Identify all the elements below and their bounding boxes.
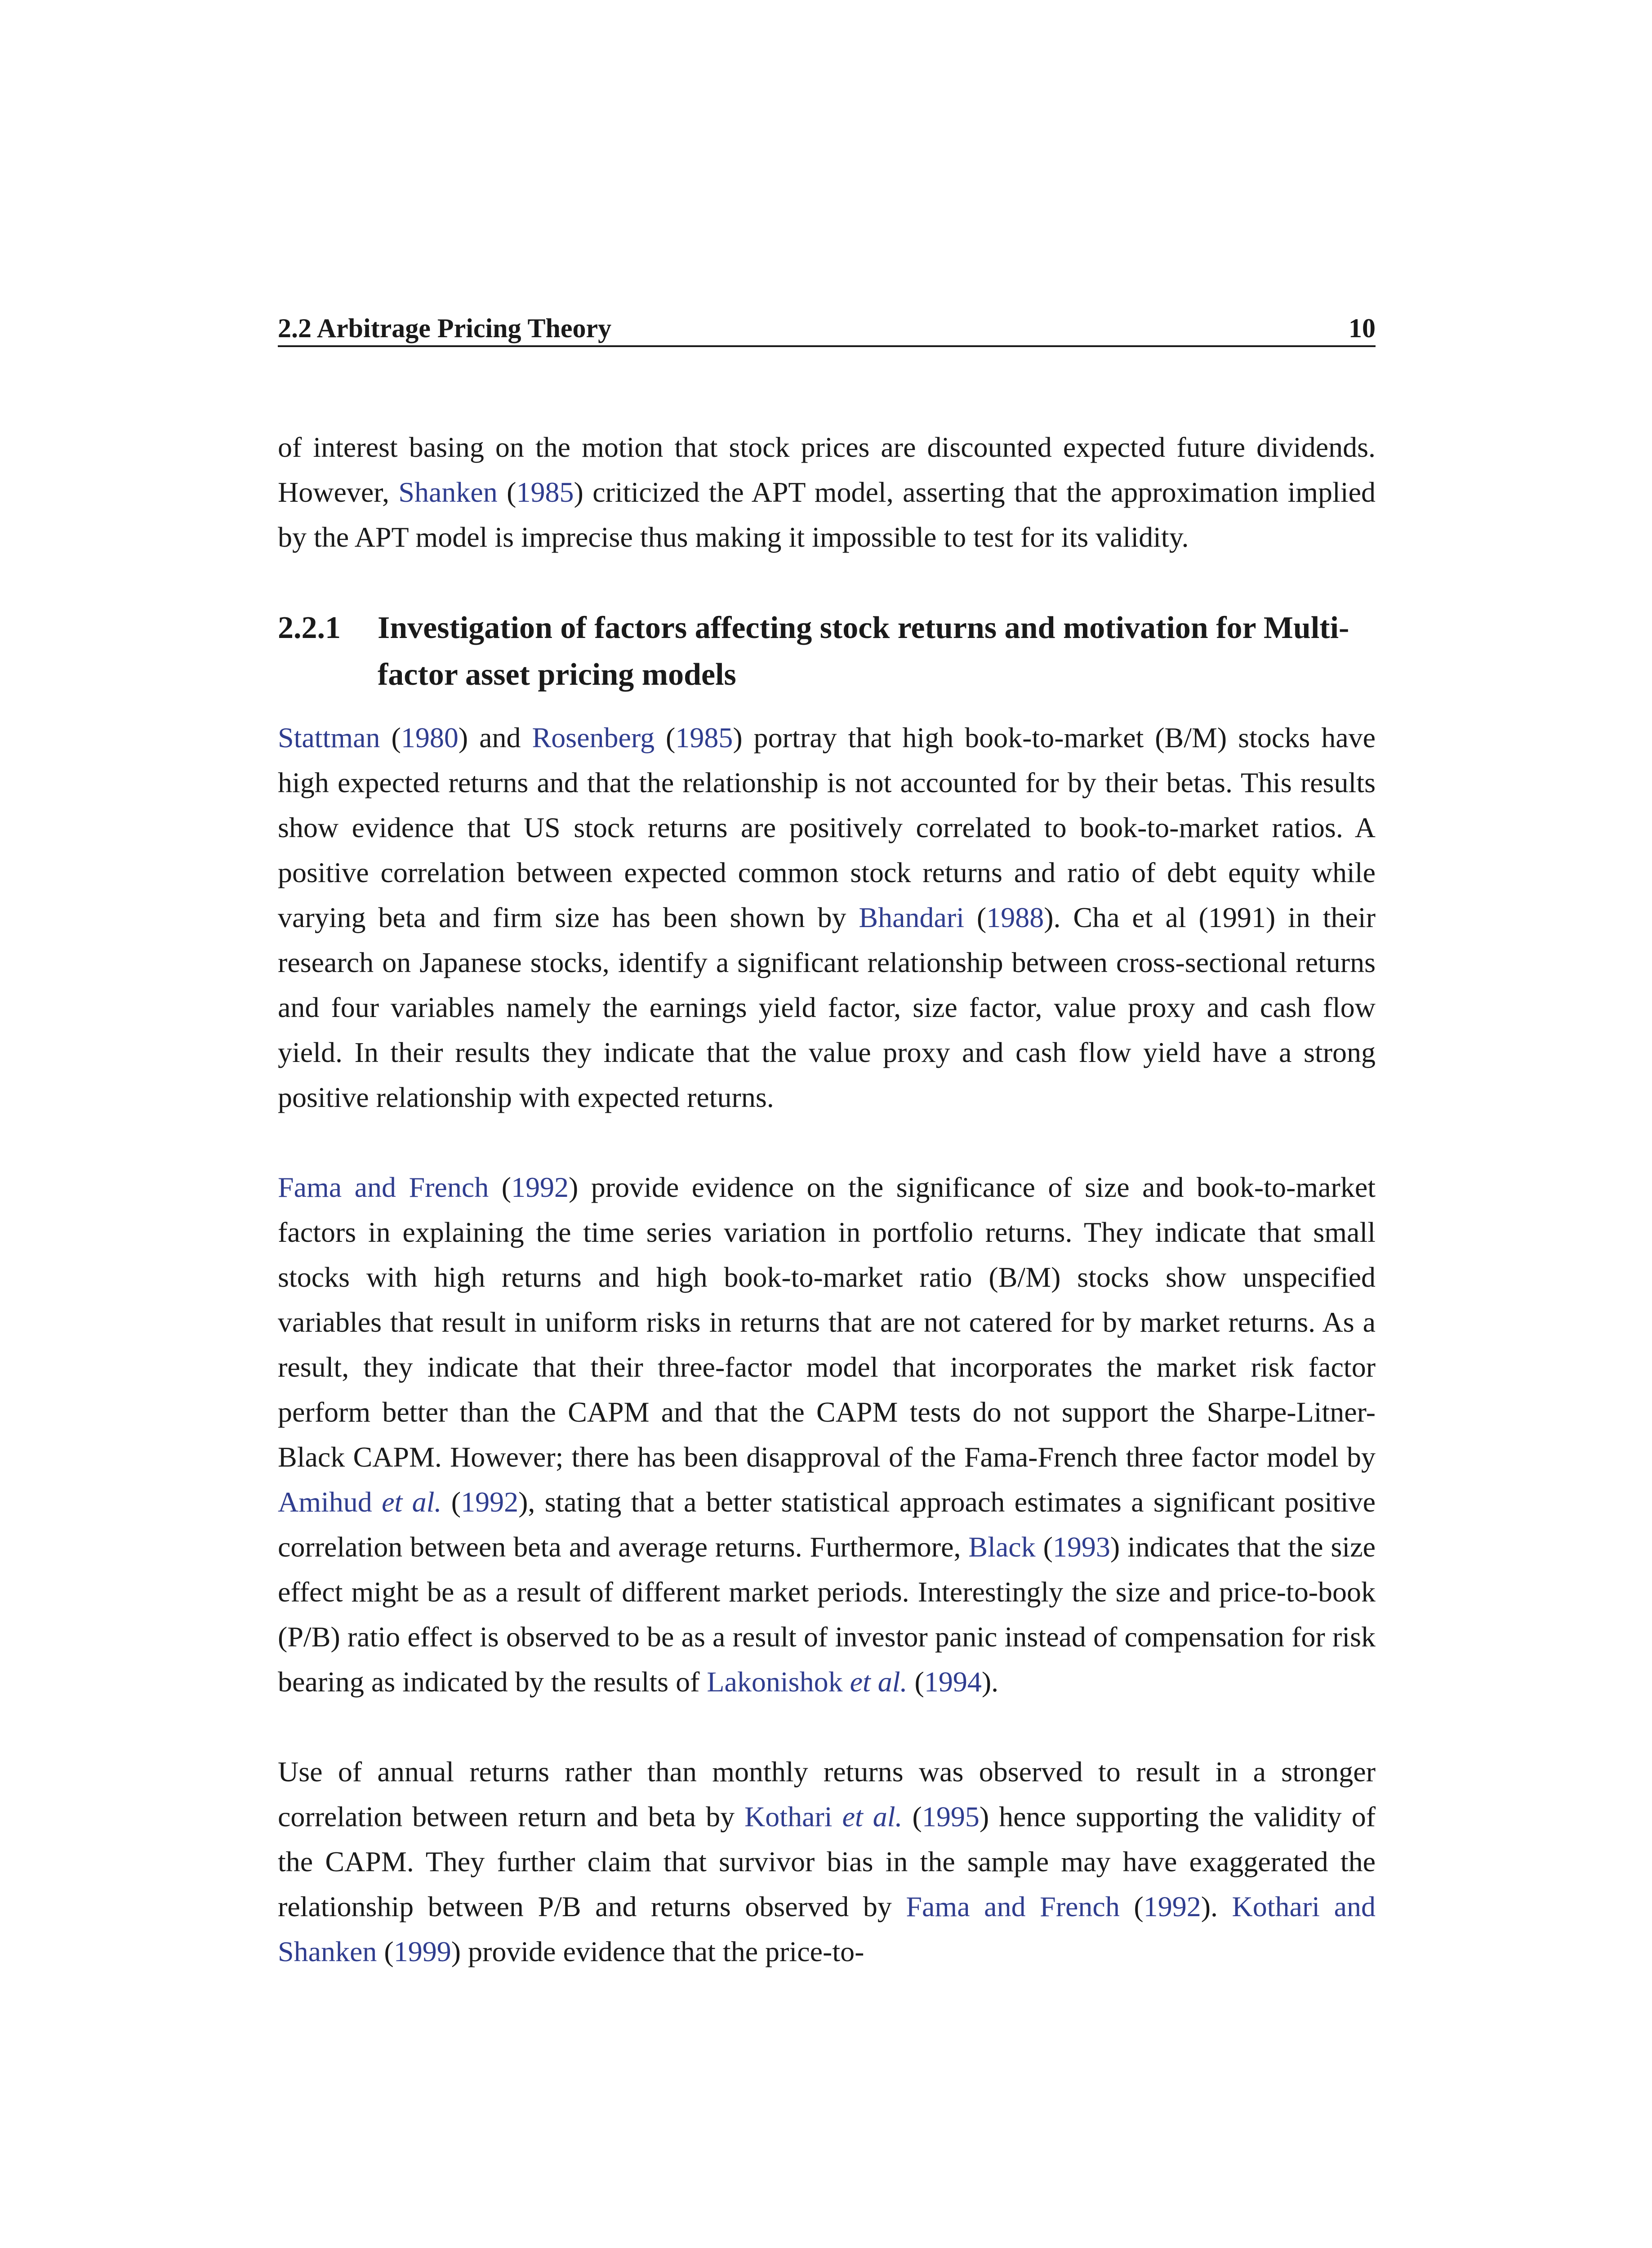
- paragraph-continued: [278, 425, 1376, 560]
- citation-link[interactable]: Shanken: [398, 476, 498, 508]
- text-run: ) criticized the APT model, asserting that the approximation implied by the APT model is imprecise thus making it impossible to test for its validity.: [278, 476, 1376, 553]
- text-run: ) and: [458, 722, 532, 754]
- citation-link[interactable]: Bhandari: [859, 901, 965, 933]
- paragraph: [278, 715, 1376, 1120]
- paragraph: [278, 1749, 1376, 1974]
- citation-etal[interactable]: et al.: [850, 1666, 908, 1698]
- text-run: ) hence supporting the validity of the CAPM. They further claim that survivor bias in the sample may have exaggerated the relationship between P/B and returns observed by: [278, 1801, 1376, 1922]
- paragraph: [278, 1165, 1376, 1704]
- citation-year-link[interactable]: 1994: [924, 1666, 982, 1698]
- citation-etal[interactable]: et al.: [382, 1486, 442, 1518]
- citation-year-link[interactable]: 1995: [922, 1801, 980, 1833]
- section-title: Investigation of factors affecting stock returns and motivation for Multi-factor asset pricing models: [378, 611, 1349, 692]
- page-number: 10: [1349, 313, 1376, 343]
- citation-link[interactable]: Fama and French: [906, 1891, 1120, 1922]
- text-run: ) indicates that the size effect might be as a result of different market periods. Interestingly the size and price-to-book (P/B) ratio effect is observed to be as a result of investor panic instead of compensation for risk bearing as indicated by the results of: [278, 1531, 1376, 1698]
- citation-year-link[interactable]: 1985: [675, 722, 733, 754]
- citation-year-link[interactable]: 1992: [1143, 1891, 1201, 1922]
- text-run: (: [441, 1486, 461, 1518]
- citation-year-link[interactable]: 1993: [1052, 1531, 1110, 1563]
- text-run: (: [497, 476, 517, 508]
- text-run: ) provide evidence that the price-to-: [451, 1936, 864, 1967]
- citation-etal[interactable]: et al.: [842, 1801, 903, 1833]
- text-run: [372, 1486, 382, 1518]
- citation-link[interactable]: Kothari and Shanken: [278, 1891, 1376, 1967]
- section-number: 2.2.1: [278, 611, 341, 645]
- text-run: (: [902, 1801, 922, 1833]
- text-run: ).: [981, 1666, 999, 1698]
- text-run: [833, 1801, 842, 1833]
- citation-link[interactable]: Amihud: [278, 1486, 372, 1518]
- citation-year-link[interactable]: 1999: [393, 1936, 451, 1967]
- text-run: ).: [1201, 1891, 1232, 1922]
- citation-year-link[interactable]: 1988: [986, 901, 1044, 933]
- running-header-section: 2.2 Arbitrage Pricing Theory: [278, 313, 612, 343]
- citation-link[interactable]: Rosenberg: [532, 722, 655, 754]
- citation-year-link[interactable]: 1992: [511, 1171, 569, 1203]
- citation-link[interactable]: Lakonishok: [707, 1666, 843, 1698]
- text-run: ), stating that a better statistical approach estimates a significant positive correlation between beta and average returns. Furthermore,: [278, 1486, 1376, 1563]
- text-run: (: [1119, 1891, 1144, 1922]
- text-run: (: [907, 1666, 924, 1698]
- text-run: (: [1035, 1531, 1053, 1563]
- citation-link[interactable]: Stattman: [278, 722, 380, 754]
- text-run: ). Cha et al (1991) in their research on Japanese stocks, identify a significant relationship between cross-sectional returns and four variables namely the earnings yield factor, size factor, value proxy and cash flow yield. In their results they indicate that the value proxy and cash flow yield have a strong positive relationship with expected returns.: [278, 901, 1376, 1113]
- text-run: (: [964, 901, 987, 933]
- text-run: [843, 1666, 850, 1698]
- text-run: (: [377, 1936, 394, 1967]
- running-header: [278, 309, 1376, 347]
- text-run: of interest basing on the motion that stock prices are discounted expected future dividends. However,: [278, 431, 1376, 508]
- body-text: [278, 425, 1376, 1974]
- citation-year-link[interactable]: 1980: [401, 722, 459, 754]
- text-run: (: [655, 722, 676, 754]
- text-run: Use of annual returns rather than monthly returns was observed to result in a stronger correlation between return and beta by: [278, 1756, 1376, 1833]
- text-run: (: [380, 722, 401, 754]
- text-run: ) portray that high book-to-market (B/M) stocks have high expected returns and that the relationship is not accounted for by their betas. This results show evidence that US stock returns are positively correlated to book-to-market ratios. A positive correlation between expected common stock returns and ratio of debt equity while varying beta and firm size has been shown by: [278, 722, 1376, 933]
- text-run: (: [489, 1171, 512, 1203]
- citation-link[interactable]: Kothari: [744, 1801, 833, 1833]
- section-heading: [278, 605, 1376, 698]
- citation-year-link[interactable]: 1992: [461, 1486, 519, 1518]
- text-run: ) provide evidence on the significance of size and book-to-market factors in explaining the time series variation in portfolio returns. They indicate that small stocks with high returns and high book-to-market ratio (B/M) stocks show unspecified variables that result in uniform risks in returns that are not catered for by market returns. As a result, they indicate that their three-factor model that incorporates the market risk factor perform better than the CAPM and that the CAPM tests do not support the Sharpe-Litner-Black CAPM. However; there has been disapproval of the Fama-French three factor model by: [278, 1171, 1376, 1473]
- citation-link[interactable]: Black: [968, 1531, 1036, 1563]
- document-page: [278, 0, 1376, 2248]
- citation-year-link[interactable]: 1985: [516, 476, 574, 508]
- citation-link[interactable]: Fama and French: [278, 1171, 489, 1203]
